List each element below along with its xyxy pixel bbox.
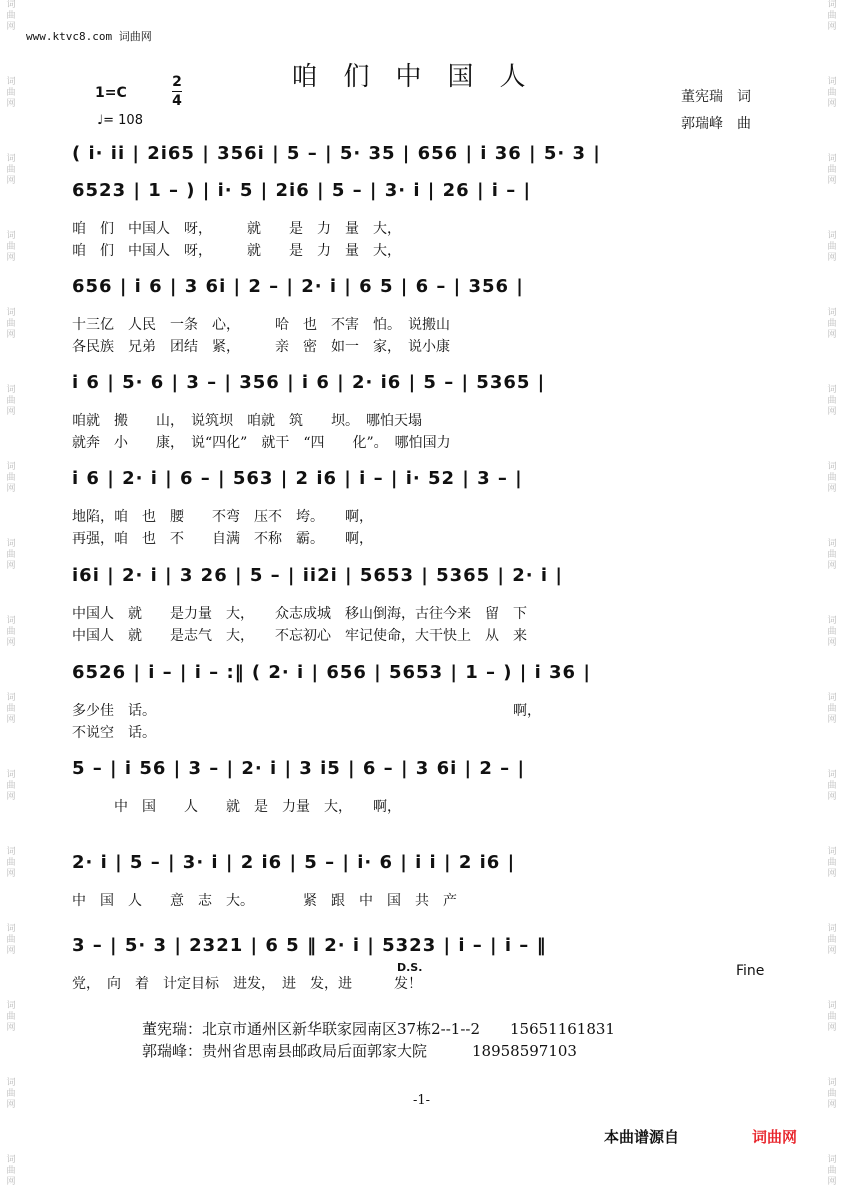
meter-divider bbox=[172, 91, 182, 92]
watermark-right: 词 曲 网 词 曲 网 词 曲 网 词 曲 网 词 曲 网 词 曲 网 词 曲 网 词 曲 网 词 曲 网 词 曲 网 词 曲 网 词 曲 网 词 曲 网 词 曲 网 词 曲 网 词 曲 网 bbox=[827, 0, 837, 1187]
lyric-verse-1: 咱 们 中国人 呀， 就 是 力 量 大， bbox=[72, 221, 401, 237]
lyric-verse-1: 十三亿 人民 一条 心， 哈 也 不害 怕。 说搬山 bbox=[72, 317, 450, 333]
lyric-verse-2: 再强，咱 也 不 自满 不称 霸。 啊， bbox=[72, 531, 373, 547]
key-signature: 1=C bbox=[95, 85, 127, 101]
source-label: 本曲谱源自 bbox=[604, 1128, 680, 1146]
composer-credit: 郭瑞峰 曲 bbox=[681, 116, 751, 132]
composer-address: 郭瑞峰：贵州省思南县邮政局后面郭家大院 18958597103 bbox=[142, 1042, 577, 1060]
source-brand[interactable]: 词曲网 bbox=[752, 1128, 798, 1146]
lyric-verse-2: 各民族 兄弟 团结 紧， 亲 密 如一 家， 说小康 bbox=[72, 339, 450, 355]
notation-line: ( i· ii | 2i65 | 356i | 5 – | 5· 35 | 656 | i 36 | 5· 3 | bbox=[72, 143, 601, 164]
site-url[interactable]: www.ktvc8.com 词曲网 bbox=[26, 30, 152, 43]
time-signature bbox=[172, 74, 182, 109]
lyric-verse-2: 咱 们 中国人 呀， 就 是 力 量 大， bbox=[72, 243, 401, 259]
meter-bottom: 4 bbox=[172, 93, 182, 109]
notation-line: 656 | i 6 | 3 6i | 2 – | 2· i | 6 5 | 6 – | 356 | bbox=[72, 276, 524, 297]
watermark-left: 词 曲 网 词 曲 网 词 曲 网 词 曲 网 词 曲 网 词 曲 网 词 曲 网 词 曲 网 词 曲 网 词 曲 网 词 曲 网 词 曲 网 词 曲 网 词 曲 网 词 曲 网 词 曲 网 bbox=[6, 0, 16, 1187]
lyric-verse-1: 咱就 搬 山， 说筑坝 咱就 筑 坝。 哪怕天塌 bbox=[72, 413, 422, 429]
lyric-verse-2: 中国人 就 是志气 大， 不忘初心 牢记使命，大干快上 从 来 bbox=[72, 628, 527, 644]
tempo-marking: ♩= 108 bbox=[97, 113, 143, 128]
lyric-verse-1: 中国人 就 是力量 大， 众志成城 移山倒海，古往今来 留 下 bbox=[72, 606, 527, 622]
lyric-verse-1: 地陷，咱 也 腰 不弯 压不 垮。 啊， bbox=[72, 509, 373, 525]
notation-line: 5 – | i 56 | 3 – | 2· i | 3 i5 | 6 – | 3 6i | 2 – | bbox=[72, 758, 526, 779]
page-number: -1- bbox=[412, 1093, 431, 1108]
lyric-verse-2: 不说空 话。 bbox=[72, 725, 156, 741]
lyric-verse-1: 党， 向 着 计定目标 进发， 进 发，进 发！ bbox=[72, 976, 422, 992]
lyricist-address: 董宪瑞：北京市通州区新华联家园南区37栋2--1--2 15651161831 bbox=[142, 1020, 615, 1038]
notation-line: i 6 | 5· 6 | 3 – | 356 | i 6 | 2· i6 | 5 – | 5365 | bbox=[72, 372, 546, 393]
lyric-verse-1: 多少佳 话。 啊， bbox=[72, 703, 541, 719]
ds-mark: D.S. bbox=[397, 961, 423, 974]
song-title: 咱们中国人 bbox=[291, 62, 552, 92]
notation-line: i6i | 2· i | 3 26 | 5 – | ii2i | 5653 | 5365 | 2· i | bbox=[72, 565, 563, 586]
lyric-verse-1: 中 国 人 就 是 力量 大， 啊， bbox=[72, 799, 401, 815]
notation-line: 6526 | i – | i – :‖ ( 2· i | 656 | 5653 | 1 – ) | i 36 | bbox=[72, 662, 591, 683]
notation-line: 2· i | 5 – | 3· i | 2 i6 | 5 – | i· 6 | i i | 2 i6 | bbox=[72, 852, 516, 873]
lyric-verse-2: 就奔 小 康， 说“四化” 就干 “四 化”。 哪怕国力 bbox=[72, 435, 451, 451]
notation-line: 3 – | 5· 3 | 2321 | 6 5 ‖ 2· i | 5323 | i – | i – ‖ bbox=[72, 935, 547, 956]
lyricist-credit: 董宪瑞 词 bbox=[681, 89, 751, 105]
notation-line: 6523 | 1 – ) | i· 5 | 2i6 | 5 – | 3· i | 26 | i – | bbox=[72, 180, 532, 201]
lyric-verse-1: 中 国 人 意 志 大。 紧 跟 中 国 共 产 bbox=[72, 893, 457, 909]
meter-top: 2 bbox=[172, 74, 182, 90]
notation-line: i 6 | 2· i | 6 – | 563 | 2 i6 | i – | i· 52 | 3 – | bbox=[72, 468, 523, 489]
fine-mark: Fine bbox=[736, 963, 765, 979]
